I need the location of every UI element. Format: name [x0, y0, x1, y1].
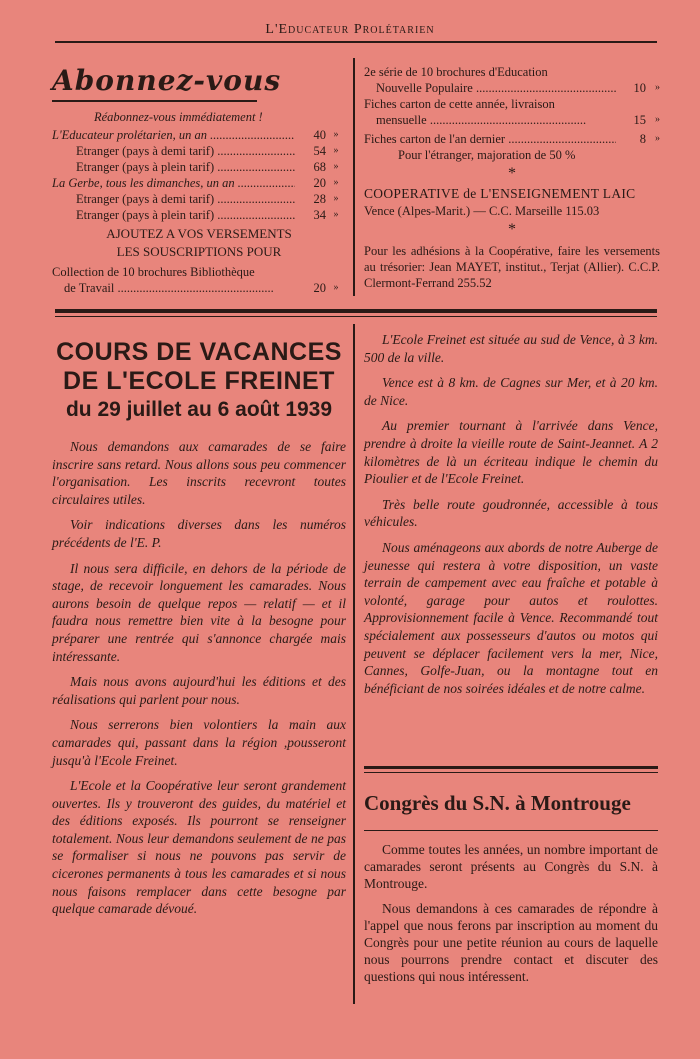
subscription-currency: » — [333, 129, 339, 140]
subscription-row — [52, 175, 346, 191]
serie-label: Nouvelle Populaire ..... — [376, 80, 616, 96]
subscription-price-list — [52, 127, 346, 223]
cours-title-line-1: COURS DE VACANCES — [56, 338, 342, 366]
cours-article-continued — [364, 331, 658, 705]
congres-article — [364, 790, 658, 993]
subscription-currency: » — [333, 193, 339, 204]
congres-title-underline — [364, 830, 658, 831]
cours-paragraph: Au premier tournant à l'arrivée dans Vence, prendre à droite la vieille route de Saint-Jeannet. A 2 kilomètres de là un écriteau indique le chemin du Pioulier et de l'Ecole Freinet. — [364, 418, 658, 487]
serie-currency: » — [655, 82, 660, 93]
cours-paragraph: Nous demandons aux camarades de se faire inscrire sans retard. Nous allons sous peu commencer l'organisation. Les inscrits recevront toutes circulaires utiles. — [52, 439, 346, 507]
subscription-amount: 34 — [313, 208, 326, 222]
cours-paragraph: Il nous sera difficile, en dehors de la période de stage, de recevoir longuement les camarades. Nous aurons besoin de quelque repos — relatif — et il faudra nous remettre bien vite à la besogne pour préparer une rentrée qui s'annonce chargée mais intéressante. — [52, 560, 346, 664]
subscription-row — [52, 127, 346, 143]
cours-paragraph: L'Ecole et la Coopérative leur seront grandement ouvertes. Ils y trouveront des guides, du matériel et des éditions exposés. Ils pourront se renseigner totalement. Nous leur demandons seulement de ne pas se formaliser si nous ne pouvons pas servir de cicerones permanents à tous les camarades et si nous nous faisons remplacer dans cette besogne par quelque camarade dévoué. — [52, 778, 346, 917]
subscription-row — [52, 143, 346, 159]
serie-amount: 10 — [633, 81, 646, 95]
cours-left-body — [52, 438, 346, 918]
subscription-currency: » — [333, 145, 339, 156]
subscription-amount: 68 — [313, 160, 326, 174]
separator-star-1: * — [508, 165, 516, 182]
fiches-currency: » — [655, 114, 660, 125]
subscription-currency: » — [333, 161, 339, 172]
collection-currency: » — [333, 282, 339, 293]
collection-amount: 20 — [313, 281, 326, 295]
subscription-row — [52, 191, 346, 207]
subscription-currency: » — [333, 177, 339, 188]
cours-paragraph: Vence est à 8 km. de Cagnes sur Mer, et à 20 km. de Nice. — [364, 375, 658, 408]
subscribe-box — [52, 66, 346, 296]
congres-paragraph: Comme toutes les années, un nombre important de camarades seront présents au Congrès du S.N. à Montrouge. — [364, 842, 658, 892]
adhesions-text: Pour les adhésions à la Coopérative, faire les versements au trésorier: Jean MAYET, institut., Terjat (Allier). C.C.P. Clermont-Ferrand 255.52 — [364, 244, 660, 290]
fiches-dernier-row — [364, 131, 660, 147]
cours-article — [52, 338, 346, 926]
congres-rule-thick — [364, 766, 658, 769]
collection-price-row — [52, 280, 346, 296]
fiches-dernier-amount: 8 — [639, 132, 646, 146]
cours-paragraph: L'Ecole Freinet est située au sud de Vence, à 3 km. 500 de la ville. — [364, 332, 658, 365]
section-rule-thick — [55, 309, 657, 313]
collection-line-1: Collection de 10 brochures Bibliothèque — [52, 265, 255, 279]
serie-price-row — [364, 80, 660, 96]
running-head: L'Educateur Prolétarien — [265, 22, 435, 37]
congres-body — [364, 841, 658, 985]
subscription-currency: » — [333, 209, 339, 220]
cours-right-body — [364, 331, 658, 697]
subscribe-title-underline — [52, 100, 257, 102]
fiches-price-row — [364, 112, 660, 128]
cours-paragraph: Nous serrerons bien volontiers la main aux camarades qui, passant dans la région ,pousseront jusqu'à l'Ecole Freinet. — [52, 717, 346, 768]
cooperative-name: COOPERATIVE de L'ENSEIGNEMENT LAIC — [364, 186, 636, 201]
serie-line-1: 2e série de 10 brochures d'Education — [364, 65, 548, 79]
add-note-2: LES SOUSCRIPTIONS POUR — [116, 244, 282, 259]
section-rule-thin — [55, 316, 657, 317]
fiches-dernier-currency: » — [655, 133, 660, 144]
top-column-divider — [353, 58, 355, 296]
subscription-amount: 20 — [313, 176, 326, 190]
fiches-label: mensuelle ..... — [376, 112, 616, 128]
subscription-label: Etranger (pays à plein tarif) ..... — [76, 207, 295, 223]
cours-paragraph: Nous aménageons aux abords de notre Auberge de jeunesse qui restera à votre disposition, un vaste terrain de campement avec eau fraîche et potable à volonté, garage pour autos et roulottes. Approvisionnement facile à Vence. Recommandé tout spécialement aux possesseurs d'autos ou motos qui peuvent se déplacer facilement vers la mer, Nice, Cannes, Golfe-Juan, ou la montagne tout en bénéficiant de nos soirées idéales et de notre calme. — [364, 539, 658, 696]
etranger-majoration: Pour l'étranger, majoration de 50 % — [398, 148, 576, 162]
subscription-label: L'Educateur prolétarien, un an ..... — [52, 127, 295, 143]
subscription-amount: 54 — [313, 144, 326, 158]
fiches-line-1: Fiches carton de cette année, livraison — [364, 97, 555, 111]
congres-rule-thin — [364, 772, 658, 773]
price-list-right — [364, 64, 660, 291]
subscription-row — [52, 159, 346, 175]
main-column-divider — [353, 324, 355, 1004]
cours-paragraph: Très belle route goudronnée, accessible à tous véhicules. — [364, 496, 658, 530]
subscription-label: La Gerbe, tous les dimanches, un an ..... — [52, 175, 295, 191]
cooperative-address: Vence (Alpes-Marit.) — C.C. Marseille 115.03 — [364, 204, 600, 218]
subscription-row — [52, 207, 346, 223]
cours-paragraph: Voir indications diverses dans les numéros précédents de l'E. P. — [52, 517, 346, 550]
add-note-1: AJOUTEZ A VOS VERSEMENTS — [106, 226, 292, 241]
collection-label: de Travail ..... — [64, 280, 295, 296]
subscription-amount: 40 — [313, 128, 326, 142]
subscription-label: Etranger (pays à demi tarif) ..... — [76, 191, 295, 207]
subscription-amount: 28 — [313, 192, 326, 206]
subscription-label: Etranger (pays à plein tarif) ..... — [76, 159, 295, 175]
congres-paragraph: Nous demandons à ces camarades de répondre à l'appel que nous ferons par inscription au moment du Congrès pour une petite réunion au cours de laquelle nous pourrons prendre contact et discuter des questions qui nous intéressent. — [364, 901, 658, 985]
fiches-dernier-label: Fiches carton de l'an dernier ..... — [364, 131, 616, 147]
subscribe-title: Abonnez-vous — [52, 64, 282, 97]
cours-title-line-2: DE L'ECOLE FREINET — [63, 367, 335, 395]
reabonnez-line: Réabonnez-vous immédiatement ! — [94, 110, 263, 124]
congres-title: Congrès du S.N. à Montrouge — [364, 791, 631, 815]
fiches-amount: 15 — [633, 113, 646, 127]
separator-star-2: * — [508, 221, 516, 238]
header-rule — [55, 41, 657, 43]
subscription-label: Etranger (pays à demi tarif) ..... — [76, 143, 295, 159]
cours-date: du 29 juillet au 6 août 1939 — [65, 398, 333, 421]
cours-paragraph: Mais nous avons aujourd'hui les éditions et des réalisations qui parlent pour nous. — [52, 674, 346, 707]
